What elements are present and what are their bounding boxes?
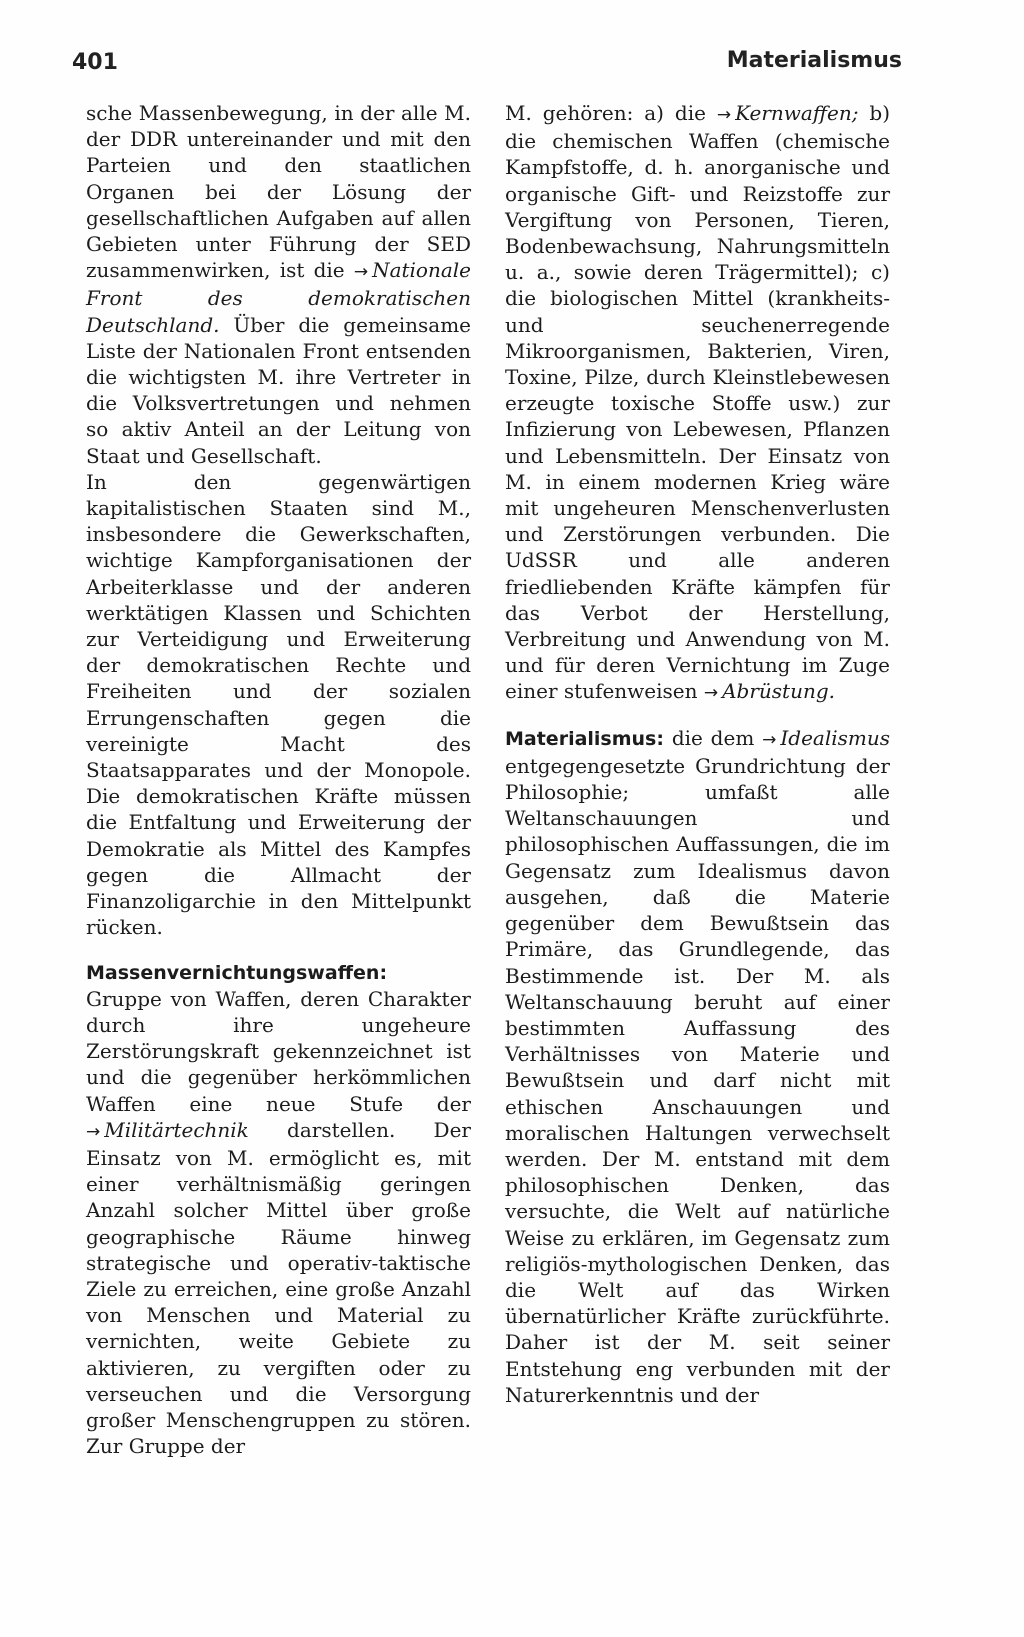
- cross-reference-arrow-icon: →: [353, 262, 369, 283]
- right-column: [505, 100, 890, 1408]
- cross-reference-arrow-icon: →: [703, 683, 719, 704]
- text-run: In den gegenwärtigen kapitalistischen Staaten sind M., insbesondere die Gewerkschaften, wichtige Kampforganisationen der Arbeiterklasse und der anderen werktätigen Klassen und Schichten zur Verteidigung und Erweiterung der demokratischen Rechte und Freiheiten und der sozialen Errungenschaften gegen die vereinigte Macht des Staatsapparates und der Monopole. Die demokratischen Kräfte müssen die Entfaltung und Erweiterung der Demokratie als Mittel des Kampfes gegen die Allmacht der Finanzoligarchie in den Mittelpunkt rücken.: [86, 469, 471, 940]
- headword: Materialismus:: [505, 727, 664, 750]
- paragraph-capitalist-states: [86, 469, 471, 941]
- cross-reference-arrow-icon: →: [86, 1121, 101, 1142]
- cross-reference-arrow-icon: →: [716, 105, 732, 125]
- text-run: Gruppe von Waffen, deren Charakter durch ihre ungeheure Zerstörungskraft gekennzeichnet ist und die gegenüber herkömmlichen Waffen eine neue Stufe der: [86, 986, 471, 1116]
- page-number: 401: [72, 50, 118, 75]
- paragraph-organisations: [86, 100, 471, 469]
- text-run: M. gehören: a) die: [505, 101, 706, 125]
- running-head: Materialismus: [726, 48, 902, 73]
- headword: Massenvernichtungswaffen:: [86, 961, 388, 984]
- cross-reference-abruestung: Abrüstung.: [722, 679, 836, 704]
- text-run: entgegengesetzte Grundrichtung der Philosophie; umfaßt alle Weltanschauungen und philosophischen Auffassungen, die im Gegensatz zum Idealismus davon ausgehen, daß die Materie gegenüber dem Bewußtsein das Primäre, das Grundlegende, das Bestimmende ist. Der M. als Weltanschauung beruht auf einer bestimmten Auffassung des Verhältnisses von Materie und Bewußtsein und darf nicht mit ethischen Anschauungen und moralischen Haltungen verwechselt werden. Der M. entstand mit dem philosophischen Denken, das versuchte, die Welt auf natürliche Weise zu erklären, im Gegensatz zum religiös-mythologischen Denken, das die Welt auf das Wirken übernatürlicher Kräfte zurückführte. Daher ist der M. seit seiner Entstehung eng verbunden mit der Naturerkenntnis und der: [505, 753, 890, 1407]
- text-run: Über die gemeinsame Liste der Nationalen Front entsenden die wichtigsten M. ihre Vertreter in die Volksvertretungen und nehmen so aktiv Anteil an der Leitung von Staat und Gesellschaft.: [86, 312, 471, 468]
- left-column: [86, 100, 471, 1459]
- text-run: darstellen. Der Einsatz von M. ermöglicht es, mit einer verhältnismäßig geringen Anzahl solcher Mittel über große geographische Räume hinweg strategische und operativ-taktische Ziele zu erreichen, eine große Anzahl von Menschen und Material zu vernichten, weite Gebiete zu aktivieren, zu vergiften oder zu verseuchen und die Versorgung großer Menschengruppen zu stören. Zur Gruppe der: [86, 1117, 471, 1459]
- text-run: b) die chemischen Waffen (chemische Kampfstoffe, d. h. anorganische und organische Gift- und Reizstoffe zur Vergiftung von Personen, Tieren, Bodenbewachsung, Nahrungsmitteln u. a., sowie deren Trägermittel); c) die biologischen Mittel (krankheits- und seuchenerregende Mikroorganismen, Bakterien, Viren, Toxine, Pilze, durch Kleinstlebewesen erzeugte toxische Stoffe usw.) zur Infizierung von Lebewesen, Pflanzen und Lebensmitteln. Der Einsatz von M. in einem modernen Krieg wäre mit ungeheuren Menschenverlusten und Zerstörungen verbunden. Die UdSSR und alle anderen friedliebenden Kräfte kämpfen für das Verbot der Herstellung, Verbreitung und Anwendung von M. und für deren Vernichtung im Zuge einer stufenweisen: [505, 101, 890, 704]
- text-run: sche Massenbewegung, in der alle M. der DDR untereinander und mit den Parteien und den staatlichen Organen bei der Lösung der gesellschaftlichen Aufgaben auf allen Gebieten unter Führung der SED zusammenwirken, ist die: [86, 101, 471, 283]
- cross-reference-militaertechnik: Militärtechnik: [104, 1117, 249, 1142]
- text-run: die dem: [671, 725, 755, 750]
- cross-reference-kernwaffen: Kernwaffen;: [735, 101, 859, 125]
- cross-reference-arrow-icon: →: [762, 729, 777, 750]
- paragraph-weapon-types: [505, 100, 890, 707]
- cross-reference-idealismus: Idealismus: [780, 725, 891, 750]
- entry-massenvernichtungswaffen: [86, 959, 471, 1460]
- cross-reference-nationale-front: Nationale Front des demokratischen Deutschland.: [86, 258, 471, 337]
- entry-materialismus: [505, 725, 890, 1408]
